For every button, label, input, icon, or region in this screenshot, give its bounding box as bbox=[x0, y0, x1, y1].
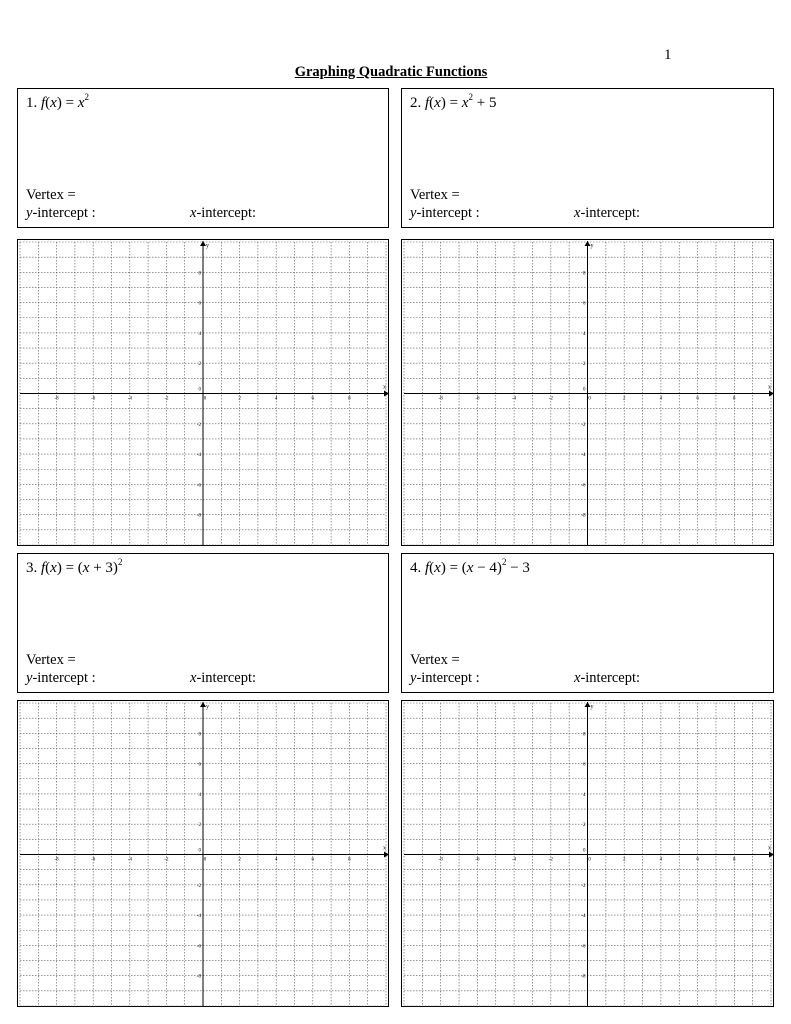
x-tick-label: 8 bbox=[733, 396, 736, 402]
y-intercept-label: y-intercept : bbox=[410, 670, 480, 686]
x-intercept-label: x-intercept: bbox=[190, 205, 257, 221]
y-tick-label: 6 bbox=[198, 762, 201, 768]
x-tick-label: 0 bbox=[588, 857, 591, 863]
coordinate-grid-3[interactable] bbox=[17, 700, 389, 1007]
x-tick-label: 4 bbox=[659, 857, 663, 863]
x-axis-arrow-icon bbox=[384, 391, 389, 397]
vertex-label: Vertex = bbox=[410, 187, 460, 203]
y-tick-label: 6 bbox=[198, 301, 201, 307]
x-axis-arrow-icon bbox=[769, 852, 774, 858]
y-tick-label: -8 bbox=[581, 974, 586, 980]
y-tick-label: 6 bbox=[583, 301, 586, 307]
y-tick-label: 0 bbox=[198, 387, 201, 393]
x-tick-label: -8 bbox=[438, 396, 443, 402]
x-axis-arrow-icon bbox=[769, 391, 774, 397]
coordinate-grid-1[interactable] bbox=[17, 239, 389, 546]
y-tick-label: 6 bbox=[583, 762, 586, 768]
x-tick-label: -4 bbox=[127, 396, 132, 402]
page-number: 1 bbox=[664, 47, 672, 63]
x-tick-label: -2 bbox=[548, 396, 553, 402]
x-tick-label: 8 bbox=[348, 857, 351, 863]
x-tick-label: 8 bbox=[348, 396, 351, 402]
y-axis-label: y bbox=[206, 704, 209, 710]
x-tick-label: 4 bbox=[659, 396, 663, 402]
x-tick-label: -8 bbox=[54, 396, 59, 402]
x-tick-label: 2 bbox=[622, 396, 626, 402]
y-tick-label: 0 bbox=[583, 387, 586, 393]
x-tick-label: 6 bbox=[311, 857, 315, 863]
coordinate-grid-2[interactable] bbox=[401, 239, 774, 546]
x-tick-label: 0 bbox=[588, 396, 591, 402]
x-tick-label: -4 bbox=[127, 857, 132, 863]
y-tick-label: -2 bbox=[196, 422, 201, 428]
y-tick-label: -4 bbox=[581, 914, 586, 920]
vertex-label: Vertex = bbox=[410, 652, 460, 668]
y-tick-label: -6 bbox=[581, 483, 586, 489]
x-tick-label: -2 bbox=[164, 396, 169, 402]
y-axis-label: y bbox=[590, 243, 594, 249]
y-tick-label: 4 bbox=[198, 792, 201, 798]
y-tick-label: -2 bbox=[581, 883, 586, 889]
y-tick-label: -8 bbox=[581, 513, 586, 519]
y-tick-label: 2 bbox=[198, 362, 201, 368]
x-tick-label: -6 bbox=[91, 396, 96, 402]
x-axis-label: x bbox=[768, 384, 771, 391]
y-tick-label: -2 bbox=[196, 883, 201, 889]
y-tick-label: -4 bbox=[581, 453, 586, 459]
x-tick-label: 2 bbox=[238, 857, 241, 863]
y-tick-label: 8 bbox=[583, 271, 586, 277]
y-tick-label: 2 bbox=[583, 823, 586, 829]
y-intercept-label: y-intercept : bbox=[410, 205, 480, 221]
vertex-label: Vertex = bbox=[26, 652, 76, 668]
x-tick-label: 6 bbox=[696, 396, 699, 402]
x-tick-label: 6 bbox=[696, 857, 699, 863]
x-tick-label: 4 bbox=[274, 396, 278, 402]
y-tick-label: 4 bbox=[583, 331, 586, 337]
grid-svg bbox=[402, 240, 775, 547]
y-tick-label: -4 bbox=[196, 453, 201, 459]
x-tick-label: -6 bbox=[91, 857, 96, 863]
y-tick-label: -6 bbox=[581, 944, 586, 950]
x-tick-label: 0 bbox=[203, 857, 207, 863]
y-tick-label: -8 bbox=[196, 513, 201, 519]
x-tick-label: 8 bbox=[733, 857, 736, 863]
y-axis-label: y bbox=[206, 243, 209, 249]
grid-svg bbox=[402, 701, 775, 1008]
y-tick-label: -2 bbox=[581, 422, 586, 428]
problem-equation: 2. $f(x) = x^2 + 5$ bbox=[410, 92, 497, 111]
problem-box-4 bbox=[401, 553, 774, 693]
y-tick-label: -4 bbox=[196, 914, 201, 920]
x-tick-label: -8 bbox=[438, 857, 443, 863]
x-tick-label: 6 bbox=[311, 396, 315, 402]
problem-box-1 bbox=[17, 88, 389, 228]
vertex-label: Vertex = bbox=[26, 187, 76, 203]
x-axis-arrow-icon bbox=[384, 852, 389, 858]
y-intercept-label: y-intercept : bbox=[26, 670, 96, 686]
y-tick-label: 8 bbox=[583, 732, 586, 738]
y-tick-label: 2 bbox=[583, 362, 586, 368]
grid-svg bbox=[18, 240, 390, 547]
grid-svg bbox=[18, 701, 390, 1008]
x-tick-label: 4 bbox=[274, 857, 278, 863]
x-tick-label: -6 bbox=[475, 396, 480, 402]
x-tick-label: 2 bbox=[622, 857, 626, 863]
y-tick-label: 2 bbox=[198, 823, 201, 829]
x-axis-label: x bbox=[768, 845, 771, 852]
y-tick-label: 4 bbox=[583, 792, 586, 798]
worksheet-title: Graphing Quadratic Functions bbox=[294, 64, 488, 80]
problem-box-3 bbox=[17, 553, 389, 693]
y-tick-label: 8 bbox=[198, 271, 201, 277]
coordinate-grid-4[interactable] bbox=[401, 700, 774, 1007]
x-tick-label: -6 bbox=[475, 857, 480, 863]
x-tick-label: 0 bbox=[203, 396, 207, 402]
x-tick-label: -2 bbox=[164, 857, 169, 863]
x-axis-label: x bbox=[383, 384, 386, 391]
x-tick-label: -8 bbox=[54, 857, 59, 863]
x-intercept-label: x-intercept: bbox=[574, 205, 641, 221]
y-tick-label: 4 bbox=[198, 331, 201, 337]
y-tick-label: -6 bbox=[196, 944, 201, 950]
y-tick-label: 8 bbox=[198, 732, 201, 738]
x-intercept-label: x-intercept: bbox=[190, 670, 257, 686]
problem-box-2 bbox=[401, 88, 774, 228]
y-tick-label: -8 bbox=[196, 974, 201, 980]
x-tick-label: -2 bbox=[548, 857, 553, 863]
y-tick-label: 0 bbox=[583, 848, 586, 854]
x-axis-label: x bbox=[383, 845, 386, 852]
problem-equation: 3. $f(x) = (x + 3)^2$ bbox=[26, 557, 123, 576]
x-tick-label: 2 bbox=[238, 396, 241, 402]
y-intercept-label: y-intercept : bbox=[26, 205, 96, 221]
x-tick-label: -4 bbox=[512, 857, 517, 863]
x-intercept-label: x-intercept: bbox=[574, 670, 641, 686]
problem-equation: 4. $f(x) = (x - 4)^2 - 3$ bbox=[410, 557, 530, 576]
y-tick-label: 0 bbox=[198, 848, 201, 854]
y-tick-label: -6 bbox=[196, 483, 201, 489]
y-axis-label: y bbox=[590, 704, 594, 710]
x-tick-label: -4 bbox=[512, 396, 517, 402]
problem-equation: 1. $f(x) = x^2$ bbox=[26, 92, 89, 111]
